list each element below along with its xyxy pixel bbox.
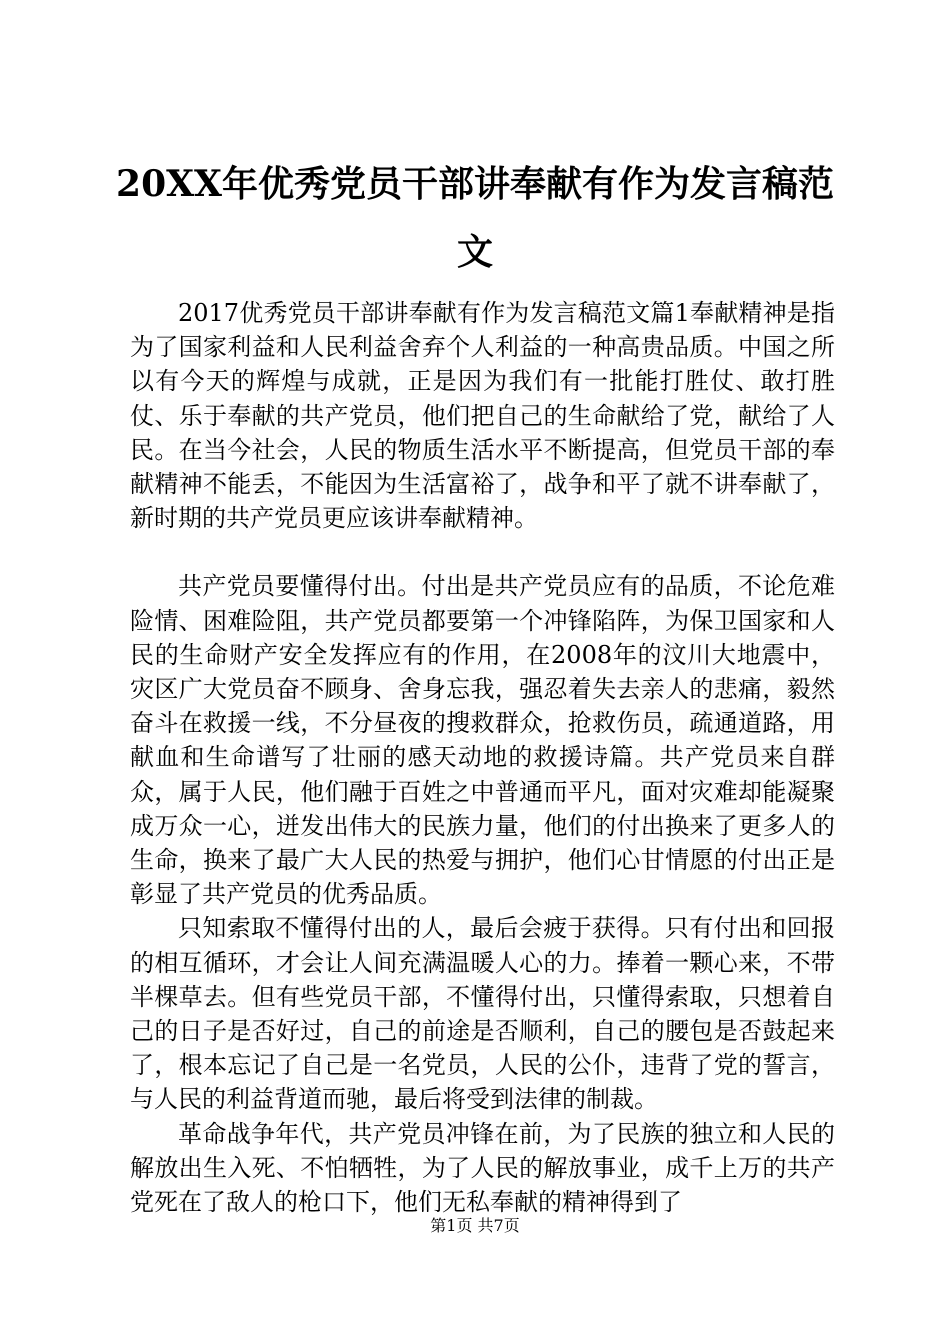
document-body bbox=[130, 296, 835, 1219]
paragraph-2: 共产党员要懂得付出。付出是共产党员应有的品质，不论危难险情、困难险阻，共产党员都要第一个冲锋陷阵，为保卫国家和人民的生命财产安全发挥应有的作用，在2008年的汶川大地震中，灾区广大党员奋不顾身、舍身忘我，强忍着失去亲人的悲痛，毅然奋斗在救援一线，不分昼夜的搜救群众，抢救伤员，疏通道路，用献血和生命谱写了壮丽的感天动地的救援诗篇。共产党员来自群众，属于人民，他们融于百姓之中普通而平凡，面对灾难却能凝聚成万众一心，迸发出伟大的民族力量，他们的付出换来了更多人的生命，换来了最广大人民的热爱与拥护，他们心甘情愿的付出正是彰显了共产党员的优秀品质。 bbox=[130, 572, 835, 909]
paragraph-1: 2017优秀党员干部讲奉献有作为发言稿范文篇1奉献精神是指为了国家利益和人民利益舍弃个人利益的一种高贵品质。中国之所以有今天的辉煌与成就，正是因为我们有一批能打胜仗、敢打胜仗、乐于奉献的共产党员，他们把自己的生命献给了党，献给了人民。在当今社会，人民的物质生活水平不断提高，但党员干部的奉献精神不能丢，不能因为生活富裕了，战争和平了就不讲奉献了，新时期的共产党员更应该讲奉献精神。 bbox=[130, 299, 835, 533]
paragraph-4: 革命战争年代，共产党员冲锋在前，为了民族的独立和人民的解放出生入死、不怕牺牲，为了人民的解放事业，成千上万的共产党死在了敌人的枪口下，他们无私奉献的精神得到了 bbox=[130, 1119, 835, 1217]
document-title: 20XX年优秀党员干部讲奉献有作为发言稿范文 bbox=[116, 163, 834, 273]
paragraph-3: 只知索取不懂得付出的人，最后会疲于获得。只有付出和回报的相互循环，才会让人间充满温暖人心的力。捧着一颗心来，不带半棵草去。但有些党员干部，不懂得付出，只懂得索取，只想着自己的日子是否好过，自己的前途是否顺利，自己的腰包是否鼓起来了，根本忘记了自己是一名党员，人民的公仆，违背了党的誓言，与人民的利益背道而驰，最后将受到法律的制裁。 bbox=[130, 914, 835, 1114]
page-footer: 第1页 共7页 bbox=[430, 1216, 520, 1235]
